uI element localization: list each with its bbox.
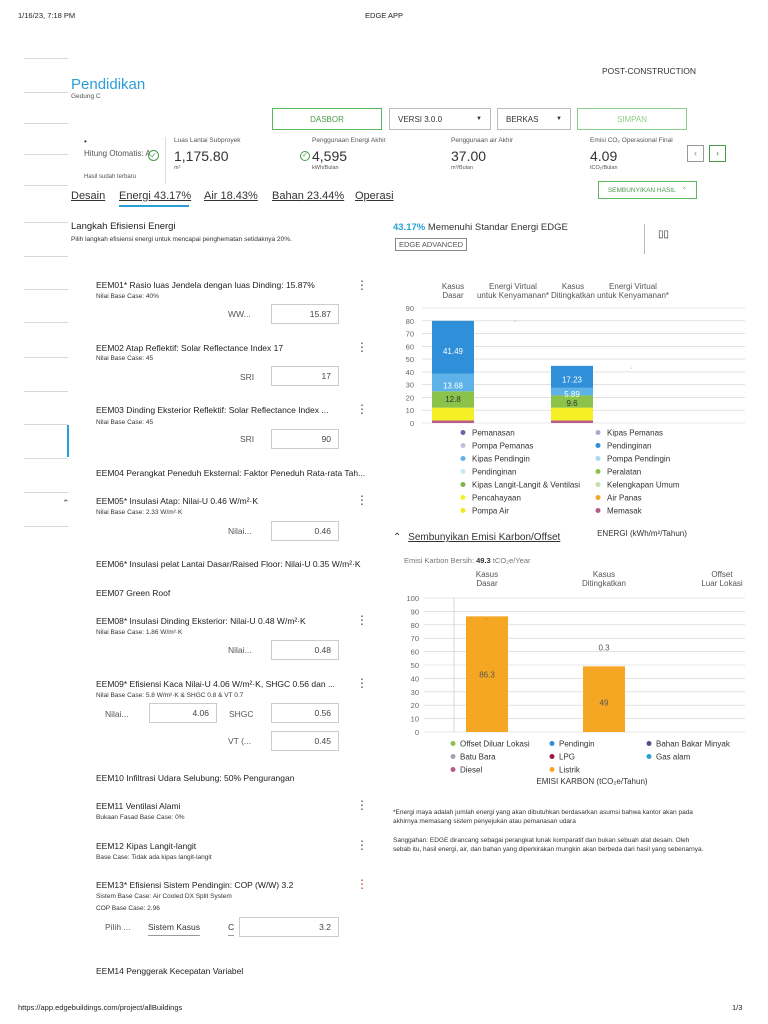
stage-label: POST-CONSTRUCTION (602, 66, 696, 76)
bar-segment (551, 420, 593, 423)
hide-results-label: SEMBUNYIKAN HASIL (607, 186, 676, 194)
tab-label: Desain (71, 190, 106, 202)
files-select[interactable] (497, 108, 571, 130)
legend-label: Offset Diluar Lokasi (460, 739, 530, 749)
column-label: Offset Luar Lokasi (701, 570, 743, 588)
rail-active-indicator (67, 425, 69, 457)
y-tick-label: 70 (405, 329, 414, 339)
x-axis-label: ENERGI (kWh/m²/Tahun) (597, 529, 687, 538)
section-desc: Pilih langkah efisiensi energi untuk mencapai penghematan setidaknya 20%. (71, 236, 292, 243)
column-label: Kasus Dasar (475, 570, 499, 588)
bar-segment (432, 408, 474, 421)
chevron-up-icon: ⌃ (681, 187, 688, 194)
data-label: 5.89 (564, 390, 580, 400)
eem-base-case: Sistem Base Case: Air Cooled DX Split System (96, 893, 232, 900)
y-tick-label: 90 (410, 607, 419, 617)
more-vertical-icon[interactable]: ⋮ (356, 402, 368, 416)
input-label: SHGC (229, 709, 254, 719)
legend-label: Pendinginan (472, 467, 517, 477)
net-carbon-value: 49.3 (476, 556, 491, 565)
more-vertical-icon[interactable]: ⋮ (356, 613, 368, 627)
metric-value: 4,595 (312, 148, 348, 164)
eem-base-case: Nilai Base Case: 1.86 W/m²·K (96, 629, 183, 636)
tab-design[interactable] (71, 190, 105, 202)
print-app-title: EDGE APP (365, 11, 403, 20)
legend-label: Pendingin (559, 739, 595, 749)
cop-label: C (228, 922, 234, 936)
chart-mark: · (630, 365, 633, 372)
print-url: https://app.edgebuildings.com/project/allBuildings (18, 1003, 183, 1012)
input-label: Nilai... (228, 526, 252, 536)
carbon-toggle-label: Sembunyikan Emisi Karbon/Offset (408, 532, 561, 543)
metric-unit: m² (174, 165, 181, 171)
legend-label: Pendinginan (607, 441, 652, 451)
legend-label: Bahan Bakar Minyak (656, 739, 730, 749)
tab-energy[interactable] (119, 190, 191, 202)
print-datetime: 1/16/23, 7:18 PM (18, 11, 76, 20)
legend-swatch (596, 430, 601, 435)
eem-title[interactable]: EEM11 Ventilasi Alami (96, 801, 181, 811)
input-label: WW... (228, 309, 251, 319)
eem-input[interactable]: 0.45 (271, 731, 339, 751)
save-button[interactable]: SIMPAN (577, 108, 687, 130)
eem-input[interactable]: 90 (271, 429, 339, 449)
legend-swatch (461, 430, 466, 435)
legend-swatch (461, 495, 466, 500)
eem-base-case: Bukaan Fasad Base Case: 0% (96, 814, 185, 821)
y-tick-label: 60 (410, 647, 419, 657)
more-vertical-icon[interactable]: ⋮ (356, 493, 368, 507)
y-tick-label: 50 (410, 661, 419, 670)
eem-title[interactable]: EEM09* Efisiensi Kaca Nilai-U 4.06 W/m²·K, SHGC 0.56 dan ... (96, 679, 336, 689)
legend-swatch (550, 741, 555, 746)
dashboard-button[interactable]: DASBOR (272, 108, 382, 130)
rail-collapse-icon[interactable]: ⌃ (62, 498, 70, 508)
more-vertical-icon[interactable]: ⋮ (356, 798, 368, 812)
eem-input[interactable]: 4.06 (149, 703, 217, 723)
legend-label: Pemanasan (472, 428, 515, 438)
section-title: Langkah Efisiensi Energi (71, 221, 176, 232)
legend-swatch (451, 741, 456, 746)
page-subtitle: Gedung C (71, 93, 101, 100)
carbon-chart (390, 568, 762, 790)
eem-input[interactable]: 0.48 (271, 640, 339, 660)
metric-unit: tCO₂/Bulan (590, 165, 618, 171)
eem-input[interactable]: 0.46 (271, 521, 339, 541)
carbon-toggle[interactable] (393, 532, 560, 543)
legend-label: Air Panas (607, 493, 642, 503)
column-label: Kasus Ditingkatkan (581, 570, 627, 588)
legend-swatch (596, 482, 601, 487)
system-select[interactable]: Sistem Kasus (148, 922, 200, 936)
legend-swatch (461, 482, 466, 487)
eem-title[interactable]: EEM05* Insulasi Atap: Nilai-U 0.46 W/m²·K (96, 496, 259, 506)
data-label: 17.23 (561, 375, 583, 385)
eem-base-case: Base Case: Tidak ada kipas langit-langit (96, 854, 212, 861)
eem-title[interactable]: EEM10 Infiltrasi Udara Selubung: 50% Pengurangan (96, 773, 295, 783)
data-label: 49 (599, 698, 609, 708)
y-tick-label: 50 (405, 355, 414, 365)
eem-title[interactable]: EEM01* Rasio luas Jendela dengan luas Dinding: 15.87% (96, 280, 315, 290)
data-label: 0.3 (598, 643, 610, 653)
legend-label: Gas alam (656, 752, 691, 762)
tab-pct: 43.17% (153, 190, 192, 202)
eem-input[interactable]: 15.87 (271, 304, 339, 324)
y-tick-label: 60 (405, 342, 414, 352)
legend-label: Memasak (607, 506, 642, 516)
tab-water[interactable] (204, 190, 258, 202)
tab-label: Energi (119, 190, 151, 202)
data-label: 41.49 (442, 347, 464, 357)
y-tick-label: 0 (409, 419, 414, 428)
legend-label: Pompa Pendingin (607, 454, 671, 464)
input-label: Nilai... (105, 709, 129, 719)
more-vertical-icon[interactable]: ⋮ (356, 340, 368, 354)
y-tick-label: 90 (405, 304, 414, 313)
hide-results-button[interactable] (598, 181, 697, 199)
y-tick-label: 80 (410, 620, 419, 630)
column-label: Kasus Ditingkatkan (550, 282, 596, 300)
legend-swatch (647, 754, 652, 759)
tab-label: Bahan (272, 190, 304, 202)
column-label: Energi Virtual untuk Kenyamanan* (476, 282, 550, 300)
table-view-icon[interactable]: ▯▯ (658, 229, 670, 240)
legend-swatch (647, 741, 652, 746)
eem-title[interactable]: EEM12 Kipas Langit-langit (96, 841, 197, 851)
eem-title[interactable]: EEM07 Green Roof (96, 588, 171, 598)
eem-input[interactable]: 3.2 (239, 917, 339, 937)
legend-label: Pompa Air (472, 506, 509, 516)
caret-down-icon: ▼ (476, 116, 482, 122)
legend-label: Kipas Pemanas (607, 428, 664, 438)
energy-summary (393, 222, 568, 233)
legend-swatch (451, 754, 456, 759)
input-label: SRI (240, 372, 255, 382)
eem-base-case: Nilai Base Case: 40% (96, 293, 159, 300)
y-tick-label: 80 (405, 316, 414, 326)
eem-input[interactable]: 0.56 (271, 703, 339, 723)
metric-value: 1,175.80 (174, 148, 229, 164)
prev-arrow-icon[interactable]: ‹ (687, 145, 704, 162)
metric-value: 37.00 (451, 148, 487, 164)
eem-title[interactable]: EEM04 Perangkat Peneduh Eksternal: Faktor Peneduh Rata-rata Tah... (96, 468, 366, 478)
edge-level-badge: EDGE ADVANCED (395, 238, 467, 251)
data-label: 86.3 (479, 670, 495, 680)
energy-summary-text: Memenuhi Standar Energi EDGE (427, 222, 568, 233)
input-label: Pilih ... (105, 922, 131, 932)
legend-label: Kipas Pendingin (472, 454, 530, 464)
eem-title[interactable]: EEM03 Dinding Eksterior Reflektif: Solar Reflectance Index ... (96, 405, 329, 415)
metric-label: Penggunaan Energi Akhir (312, 137, 386, 144)
eem-title[interactable]: EEM02 Atap Reflektif: Solar Reflectance Index 17 (96, 343, 284, 353)
bar-segment (551, 408, 593, 421)
y-tick-label: 10 (410, 714, 419, 724)
legend-swatch (451, 767, 456, 772)
more-vertical-icon[interactable]: ⋮ (356, 676, 368, 690)
net-carbon-label: Emisi Karbon Bersih: (404, 556, 475, 565)
legend-label: Kelengkapan Umum (607, 480, 680, 490)
page-title: Pendidikan (71, 76, 146, 93)
data-label: 13.68 (442, 381, 464, 391)
input-label: VT (... (228, 736, 251, 746)
files-label: BERKAS (506, 114, 539, 124)
tab-active-indicator (119, 205, 189, 207)
divider (644, 224, 645, 254)
legend-label: Batu Bara (460, 752, 496, 762)
metric-unit: kWh/Bulan (312, 165, 339, 171)
legend-swatch (550, 767, 555, 772)
eem-base-case: Nilai Base Case: 45 (96, 355, 154, 362)
divider (165, 137, 166, 184)
next-arrow-icon[interactable]: › (709, 145, 726, 162)
legend-swatch (596, 495, 601, 500)
eem-title[interactable]: EEM13* Efisiensi Sistem Pendingin: COP (W/W) 3.2 (96, 880, 294, 890)
legend-swatch (461, 456, 466, 461)
column-label: Kasus Dasar (441, 282, 465, 300)
y-tick-label: 20 (405, 393, 414, 403)
metric-label: Penggunaan air Akhir (451, 137, 514, 144)
y-tick-label: 20 (410, 701, 419, 711)
tab-operation[interactable] (355, 190, 394, 202)
input-label: Nilai... (228, 645, 252, 655)
metric-label: Emisi CO₂ Operasional Final (590, 137, 673, 144)
print-page: 1/3 (732, 1003, 743, 1012)
tab-materials[interactable] (272, 190, 344, 202)
net-carbon-unit: tCO₂e/Year (492, 556, 531, 565)
auto-calc-label: Hitung Otomatis: A (84, 149, 151, 158)
legend-swatch (596, 456, 601, 461)
legend-label: Pencahayaan (472, 493, 521, 503)
version-select[interactable] (389, 108, 491, 130)
tab-pct: 23.44% (306, 190, 345, 202)
y-tick-label: 30 (405, 380, 414, 390)
eem-title[interactable]: EEM14 Penggerak Kecepatan Variabel (96, 966, 244, 976)
caret-down-icon: ▼ (556, 116, 562, 122)
legend-swatch (461, 443, 466, 448)
disclaimer-note: Sanggahan: EDGE dirancang sebagai perangkat lunak komparatif dan bukan sebuah alat desain. Oleh sebab itu, hasil energi, air, dan bahan yang diperkirakan mungkin akan berbeda dari hasil yang sebenarnya. (393, 837, 704, 853)
chart-mark: · (514, 318, 517, 325)
legend-swatch (550, 754, 555, 759)
eem-input[interactable]: 17 (271, 366, 339, 386)
bar-segment (432, 420, 474, 423)
y-tick-label: 40 (410, 674, 419, 684)
y-tick-label: 0 (414, 728, 419, 737)
y-tick-label: 10 (405, 406, 414, 416)
legend-swatch (596, 469, 601, 474)
eem-base-case: Nilai Base Case: 5.8 W/m²·K & SHGC 0.8 & VT 0.7 (96, 692, 244, 699)
legend-label: Listrik (559, 765, 580, 775)
more-vertical-icon[interactable]: ⋮ (356, 278, 368, 292)
version-label: VERSI 3.0.0 (398, 114, 443, 124)
legend-swatch (596, 443, 601, 448)
chevron-up-icon: ⌃ (393, 532, 402, 543)
more-vertical-icon[interactable]: ⋮ (356, 838, 368, 852)
metric-value: 4.09 (590, 148, 618, 164)
legend-label: LPG (559, 752, 576, 762)
data-label: 12.8 (445, 395, 461, 405)
more-vertical-icon[interactable]: ⋮ (356, 877, 368, 891)
eem-base-case: COP Base Case: 2.96 (96, 905, 160, 912)
eem-base-case: Nilai Base Case: 2.33 W/m²·K (96, 509, 183, 516)
tab-pct: 18.43% (220, 190, 258, 202)
legend-label: Pompa Pemanas (472, 441, 534, 451)
auto-calc-check-icon[interactable]: ✓ (148, 150, 159, 161)
legend-label: Peralatan (607, 467, 642, 477)
column-label: Energi Virtual untuk Kenyamanan* (596, 282, 670, 300)
data-label: 9.6 (566, 399, 578, 409)
chart-mark: · (485, 616, 488, 623)
legend-swatch (596, 508, 601, 513)
auto-calc-status: Hasil sudah terbaru (84, 174, 137, 180)
y-tick-label: 70 (410, 634, 419, 644)
eem-base-case: Nilai Base Case: 45 (96, 419, 154, 426)
virtual-energy-note: *Energi maya adalah jumlah energi yang akan dibutuhkan berdasarkan asumsi bahwa kantor akan pada akhirnya memasang sistem penyejukan atau pemanasan udara (393, 809, 693, 825)
y-tick-label: 100 (406, 594, 419, 603)
y-tick-label: 40 (405, 367, 414, 377)
tab-label: Operasi (355, 190, 394, 202)
x-axis-label: EMISI KARBON (tCO₂e/Tahun) (536, 777, 648, 786)
y-tick-label: 30 (410, 687, 419, 697)
metric-unit: m³/Bulan (451, 165, 474, 171)
legend-label: Diesel (460, 765, 483, 775)
legend-label: Kipas Langit-Langit & Ventilasi (472, 480, 581, 490)
energy-pct: 43.17% (393, 222, 426, 233)
tab-label: Air (204, 190, 218, 202)
legend-swatch (461, 508, 466, 513)
input-label: SRI (240, 434, 255, 444)
auto-calc-bullet: • (84, 137, 87, 146)
legend-swatch (461, 469, 466, 474)
eem-title[interactable]: EEM06* Insulasi pelat Lantai Dasar/Raised Floor: Nilai-U 0.35 W/m²·K (96, 559, 361, 569)
eem-title[interactable]: EEM08* Insulasi Dinding Eksterior: Nilai-U 0.48 W/m²·K (96, 616, 306, 626)
metric-label: Luas Lantai Subproyek (174, 137, 241, 144)
net-carbon (404, 556, 530, 565)
check-circle-icon: ✓ (300, 151, 310, 161)
